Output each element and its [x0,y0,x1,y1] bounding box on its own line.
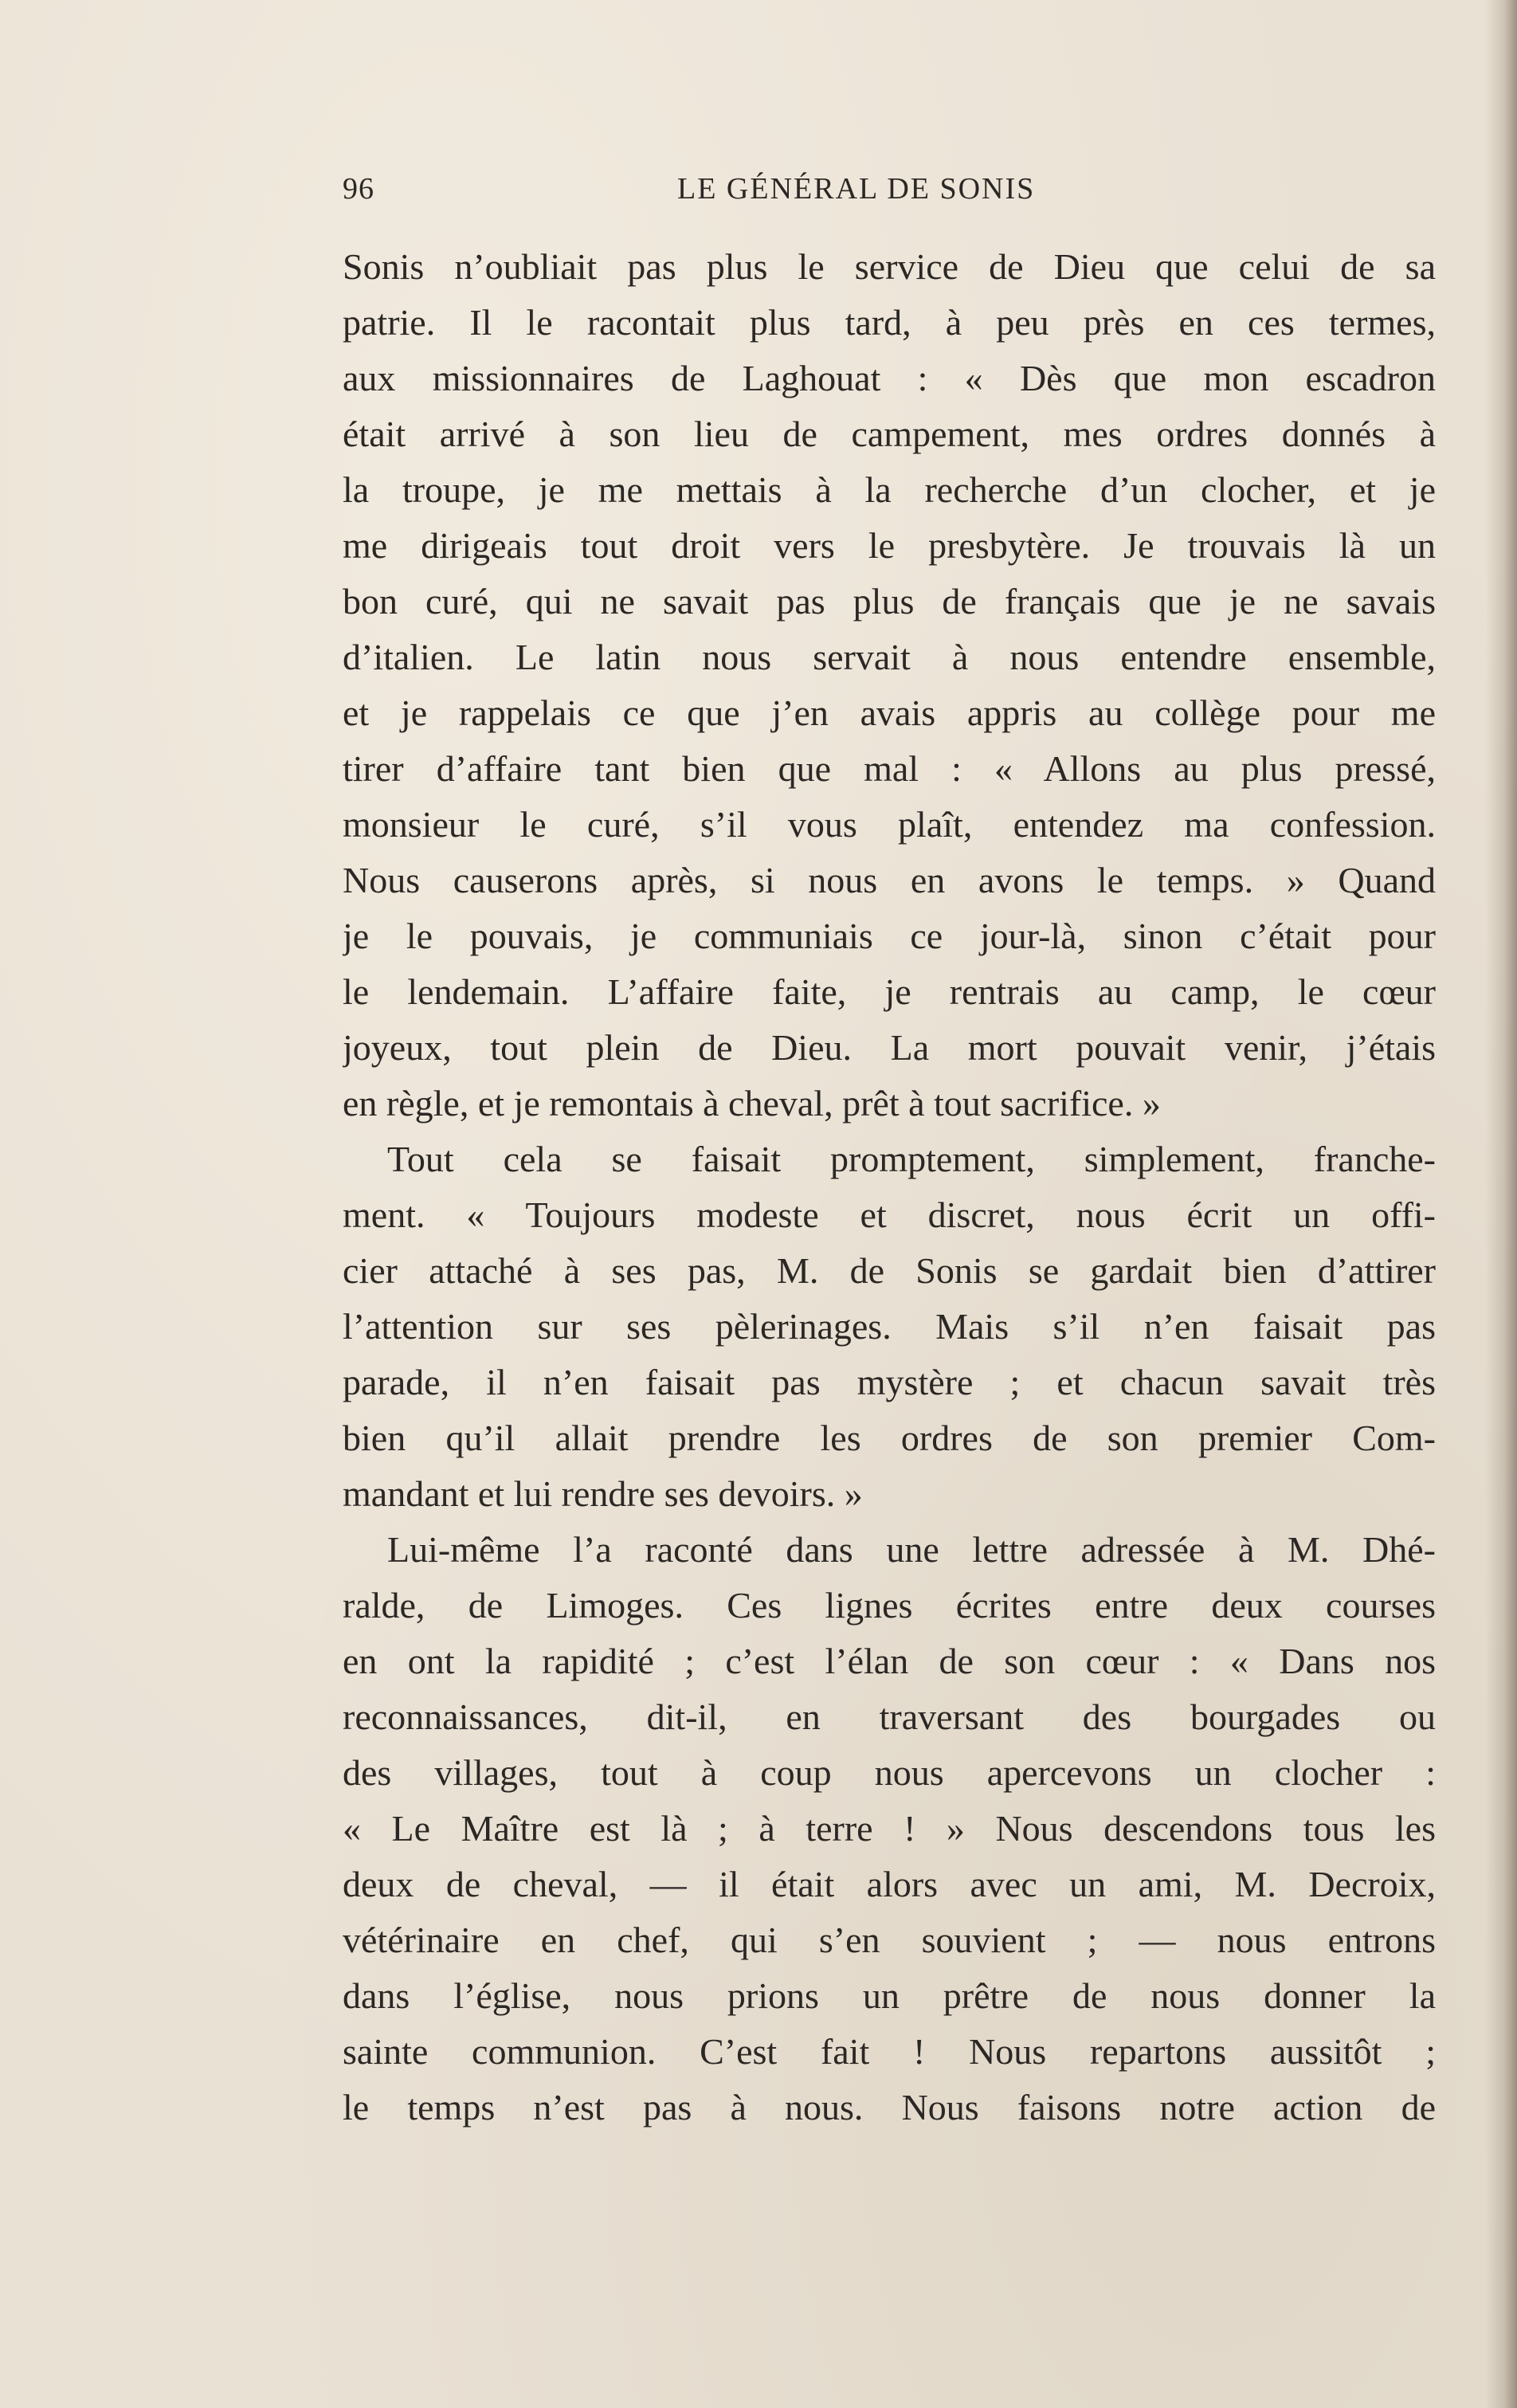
page-number: 96 [343,172,374,206]
text-line: des villages, tout à coup nous apercevons un clocher : [343,1752,1436,1793]
text-line: Sonis n’oubliait pas plus le service de Dieu que celui de sa [343,246,1436,287]
text-line: Lui-même l’a raconté dans une lettre adressée à M. Dhé- [387,1529,1436,1570]
text-line: Nous causerons après, si nous en avons le temps. » Quand [343,860,1436,900]
text-line: monsieur le curé, s’il vous plaît, entendez ma confession. [343,804,1436,845]
text-line: reconnaissances, dit-il, en traversant des bourgades ou [343,1696,1436,1737]
text-line: la troupe, je me mettais à la recherche d’un clocher, et je [343,469,1436,510]
text-line: vétérinaire en chef, qui s’en souvient ; — nous entrons [343,1920,1436,1960]
text-line: aux missionnaires de Laghouat : « Dès que mon escadron [343,358,1436,398]
text-line: bon curé, qui ne savait pas plus de français que je ne savais [343,581,1436,622]
text-line: d’italien. Le latin nous servait à nous entendre ensemble, [343,637,1436,677]
text-line: sainte communion. C’est fait ! Nous repartons aussitôt ; [343,2031,1436,2072]
text-line: patrie. Il le racontait plus tard, à peu près en ces termes, [343,302,1436,343]
text-line: était arrivé à son lieu de campement, mes ordres donnés à [343,414,1436,454]
text-line: joyeux, tout plein de Dieu. La mort pouvait venir, j’étais [343,1027,1436,1068]
text-line: deux de cheval, — il était alors avec un ami, M. Decroix, [343,1864,1436,1904]
text-body [343,239,1436,2135]
text-line: dans l’église, nous prions un prêtre de nous donner la [343,1975,1436,2016]
text-line: cier attaché à ses pas, M. de Sonis se gardait bien d’attirer [343,1250,1436,1291]
text-line: et je rappelais ce que j’en avais appris au collège pour me [343,692,1436,733]
text-line: tirer d’affaire tant bien que mal : « Allons au plus pressé, [343,748,1436,789]
text-line: en ont la rapidité ; c’est l’élan de son cœur : « Dans nos [343,1641,1436,1681]
text-line: le lendemain. L’affaire faite, je rentrais au camp, le cœur [343,971,1436,1012]
text-line: je le pouvais, je communiais ce jour-là, sinon c’était pour [343,916,1436,956]
text-line: mandant et lui rendre ses devoirs. » [343,1473,863,1514]
text-line: ment. « Toujours modeste et discret, nous écrit un offi- [343,1194,1436,1235]
text-line: « Le Maître est là ; à terre ! » Nous descendons tous les [343,1808,1436,1849]
page-header [343,171,1436,219]
text-line: en règle, et je remontais à cheval, prêt à tout sacrifice. » [343,1083,1161,1124]
text-line: le temps n’est pas à nous. Nous faisons notre action de [343,2087,1436,2128]
text-line: me dirigeais tout droit vers le presbytère. Je trouvais là un [343,525,1436,566]
text-line: l’attention sur ses pèlerinages. Mais s’il n’en faisait pas [343,1306,1436,1347]
page-edge-shadow [1485,0,1517,2408]
text-line: bien qu’il allait prendre les ordres de son premier Com- [343,1418,1436,1458]
text-line: parade, il n’en faisait pas mystère ; et chacun savait très [343,1362,1436,1402]
text-line: Tout cela se faisait promptement, simplement, franche- [387,1139,1436,1179]
text-line: ralde, de Limoges. Ces lignes écrites entre deux courses [343,1585,1436,1626]
running-title: LE GÉNÉRAL DE SONIS [677,172,1036,206]
